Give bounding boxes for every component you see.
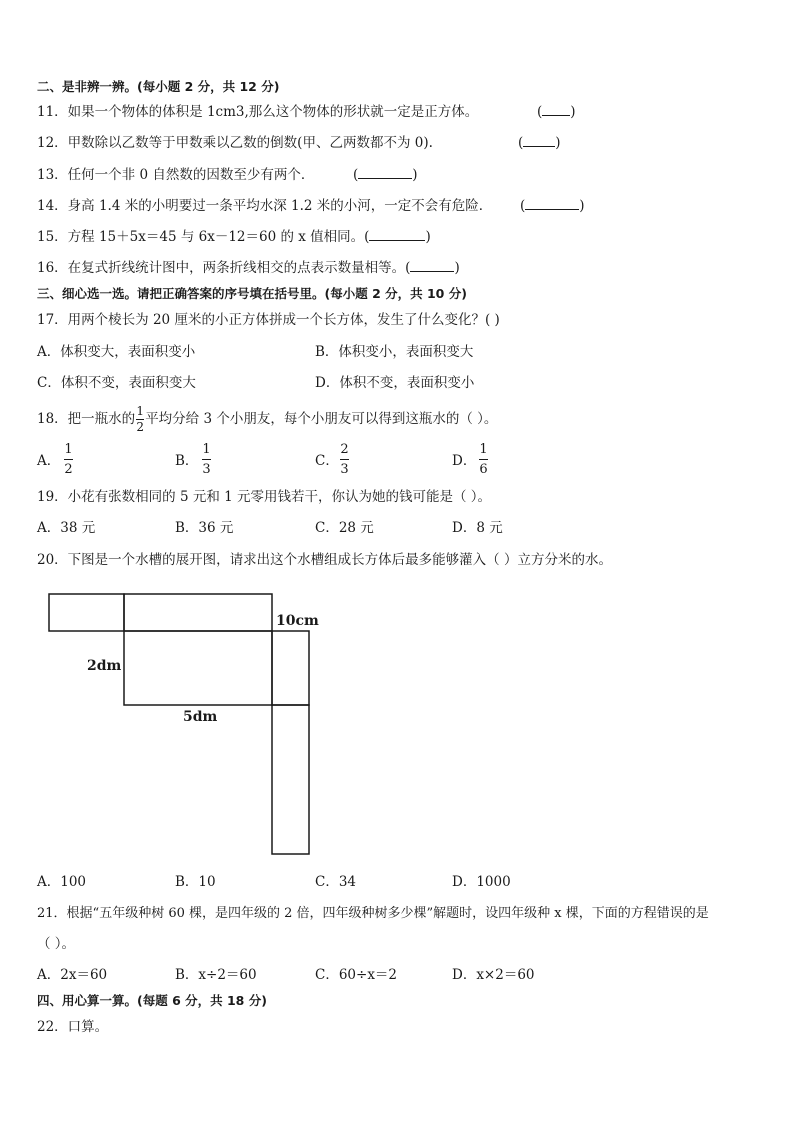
q21-option-d[interactable]: D．x×2＝60: [452, 967, 535, 983]
section-3-title: 三、细心选一选。请把正确答案的序号填在括号里。(每小题 2 分，共 10 分): [37, 286, 467, 301]
q18-option-d-label[interactable]: D．: [452, 453, 477, 469]
q18-option-a-value[interactable]: 1 2: [64, 442, 73, 477]
q18-option-a-label[interactable]: A．: [37, 453, 61, 469]
q19-option-b[interactable]: B．36 元: [175, 520, 234, 536]
q19-option-d[interactable]: D．8 元: [452, 520, 503, 536]
net-left-side: [49, 594, 124, 631]
q17-option-a[interactable]: A．体积变大，表面积变小: [37, 344, 196, 360]
q19-option-c[interactable]: C．28 元: [315, 520, 374, 536]
question-21-text: 21．根据“五年级种树 60 棵，是四年级的 2 倍，四年级种树多少棵”解题时，设四年级种 x 棵，下面的方程错误的是: [37, 906, 709, 921]
question-15: 15．方程 15＋5x＝45 与 6x－12＝60 的 x 值相同。( ): [37, 229, 431, 245]
question-20-text: 20．下图是一个水槽的展开图，请求出这个水槽组成长方体后最多能够灌入（ ）立方分米的水。: [37, 552, 612, 568]
question-22-text: 22．口算。: [37, 1019, 109, 1035]
net-base: [124, 631, 272, 705]
q21-option-c[interactable]: C．60÷x＝2: [315, 967, 398, 983]
q18-option-b-value[interactable]: 1 3: [202, 442, 211, 477]
q20-option-d[interactable]: D．1000: [452, 874, 511, 890]
q17-option-c[interactable]: C．体积不变，表面积变大: [37, 375, 196, 391]
question-13-answer[interactable]: ( ): [353, 167, 418, 183]
question-14-text: 14．身高 1.4 米的小明要过一条平均水深 1.2 米的小河，一定不会有危险．: [37, 198, 493, 214]
question-13-text: 13．任何一个非 0 自然数的因数至少有两个．: [37, 167, 315, 183]
question-21-text-cont: （ ）。: [37, 936, 76, 952]
question-16-text: 16．在复式折线统计图中，两条折线相交的点表示数量相等。(: [37, 260, 411, 276]
question-12-text: 12．甲数除以乙数等于甲数乘以乙数的倒数(甲、乙两数都不为 0).: [37, 135, 433, 151]
question-16: 16．在复式折线统计图中，两条折线相交的点表示数量相等。( ): [37, 260, 460, 276]
net-top-side: [124, 594, 272, 631]
q20-option-b[interactable]: B．10: [175, 874, 216, 890]
q18-fraction: $\frac{1}{2}$: [136, 404, 144, 434]
question-17-text: 17．用两个棱长为 20 厘米的小正方体拼成一个长方体，发生了什么变化？( ): [37, 312, 500, 328]
question-11-answer[interactable]: ( ): [537, 104, 576, 120]
q18-option-c-value[interactable]: 2 3: [340, 442, 349, 477]
section-4-title: 四、用心算一算。(每题 6 分，共 18 分): [37, 993, 267, 1008]
q20-option-a[interactable]: A．100: [37, 874, 87, 890]
question-15-text: 15．方程 15＋5x＝45 与 6x－12＝60 的 x 值相同。(: [37, 229, 370, 245]
label-height: 10cm: [276, 613, 319, 629]
label-length: 5dm: [183, 709, 218, 725]
q18-option-b-label[interactable]: B．: [175, 453, 199, 469]
q21-option-b[interactable]: B．x÷2＝60: [175, 967, 257, 983]
question-14-answer[interactable]: ( ): [520, 198, 585, 214]
section-2-title: 二、是非辨一辨。(每小题 2 分，共 12 分): [37, 79, 280, 94]
q18-option-d-value[interactable]: 1 6: [479, 442, 488, 477]
net-right-side: [272, 631, 309, 705]
q18-option-c-label[interactable]: C．: [315, 453, 339, 469]
q20-option-c[interactable]: C．34: [315, 874, 357, 890]
question-19-text: 19．小花有张数相同的 5 元和 1 元零用钱若干，你认为她的钱可能是（ ）。: [37, 489, 492, 505]
question-11-text: 11．如果一个物体的体积是 1cm3,那么这个物体的形状就一定是正方体。: [37, 104, 479, 120]
question-18: 18．把一瓶水的 $\frac{1}{2}$ 平均分给 3 个小朋友，每个小朋友可以得到这瓶水的（ ）。: [37, 404, 498, 434]
net-bottom-side: [272, 705, 309, 854]
q17-option-b[interactable]: B．体积变小，表面积变大: [315, 344, 474, 360]
q19-option-a[interactable]: A．38 元: [37, 520, 96, 536]
q17-option-d[interactable]: D．体积不变，表面积变小: [315, 375, 475, 391]
q21-option-a[interactable]: A．2x＝60: [37, 967, 108, 983]
question-12-answer[interactable]: ( ): [518, 135, 561, 151]
label-width: 2dm: [87, 658, 122, 674]
